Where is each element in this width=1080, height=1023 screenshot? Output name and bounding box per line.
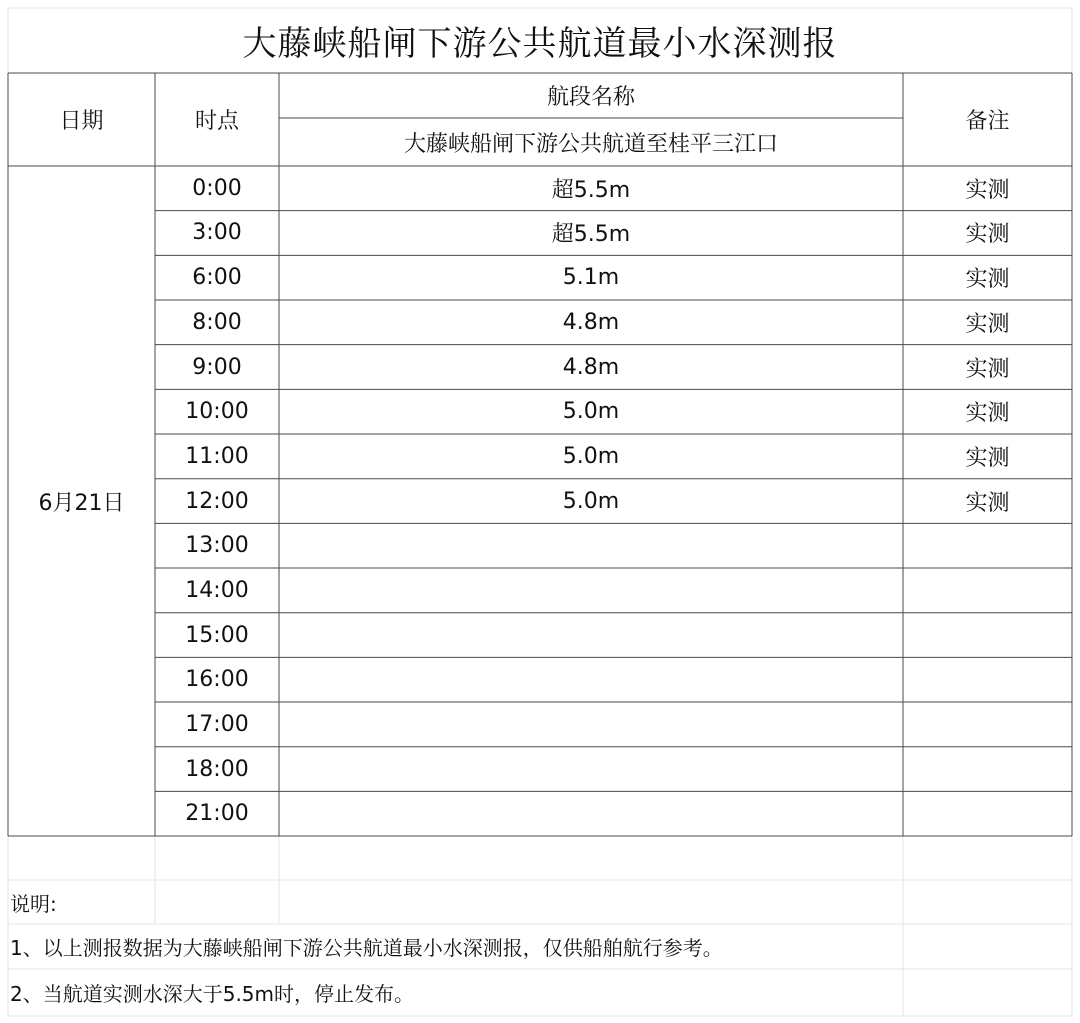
depth-cell (279, 657, 903, 702)
page-title: 大藤峡船闸下游公共航道最小水深测报 (242, 23, 838, 64)
time-cell: 17:00 (185, 711, 249, 737)
time-cell: 10:00 (185, 399, 249, 425)
time-cell: 9:00 (192, 354, 242, 380)
time-cell: 18:00 (185, 756, 249, 782)
depth-cell: 5.1m (562, 265, 620, 291)
depth-cell: 超5.5m (551, 177, 631, 203)
depth-cell: 5.0m (562, 488, 620, 514)
depth-cell (279, 523, 903, 568)
depth-cell: 超5.5m (551, 222, 631, 248)
remark-cell (903, 791, 1072, 836)
time-cell: 13:00 (185, 533, 249, 559)
time-cell: 11:00 (185, 443, 249, 469)
time-cell: 0:00 (192, 175, 242, 201)
header-remark: 备注 (965, 109, 1010, 134)
time-cell: 8:00 (192, 309, 242, 335)
remark-cell: 实测 (965, 490, 1010, 516)
remark-cell (903, 613, 1072, 658)
time-cell: 21:00 (185, 801, 249, 827)
time-cell: 16:00 (185, 667, 249, 693)
date-cell: 6月21日 (38, 490, 125, 516)
remark-cell: 实测 (965, 267, 1010, 293)
depth-cell: 4.8m (562, 354, 620, 380)
remark-cell (903, 523, 1072, 568)
depth-cell (279, 702, 903, 747)
remark-cell: 实测 (965, 356, 1010, 382)
time-cell: 6:00 (192, 265, 242, 291)
header-time: 时点 (194, 109, 239, 134)
depth-cell: 4.8m (562, 309, 620, 335)
depth-cell (279, 747, 903, 792)
notes-line-2: 2、当航道实测水深大于5.5m时，停止发布。 (10, 981, 415, 1006)
time-cell: 14:00 (185, 577, 249, 603)
remark-cell: 实测 (965, 401, 1010, 427)
notes-line-1: 1、以上测报数据为大藤峡船闸下游公共航道最小水深测报，仅供船舶航行参考。 (10, 935, 723, 960)
depth-cell (279, 791, 903, 836)
notes-heading: 说明: (10, 891, 57, 916)
time-cell: 12:00 (185, 488, 249, 514)
remark-cell (903, 568, 1072, 613)
depth-cell: 5.0m (562, 443, 620, 469)
remark-cell: 实测 (965, 311, 1010, 337)
remark-cell: 实测 (965, 222, 1010, 248)
time-cell: 15:00 (185, 622, 249, 648)
remark-cell: 实测 (965, 445, 1010, 471)
remark-cell (903, 747, 1072, 792)
remark-cell (903, 657, 1072, 702)
header-segment-name: 大藤峡船闸下游公共航道至桂平三江口 (403, 131, 778, 157)
remark-cell (903, 702, 1072, 747)
header-date: 日期 (59, 109, 104, 134)
time-cell: 3:00 (192, 220, 242, 246)
header-segment: 航段名称 (546, 85, 635, 110)
remark-cell: 实测 (965, 177, 1010, 203)
depth-cell (279, 613, 903, 658)
depth-cell: 5.0m (562, 399, 620, 425)
depth-cell (279, 568, 903, 613)
